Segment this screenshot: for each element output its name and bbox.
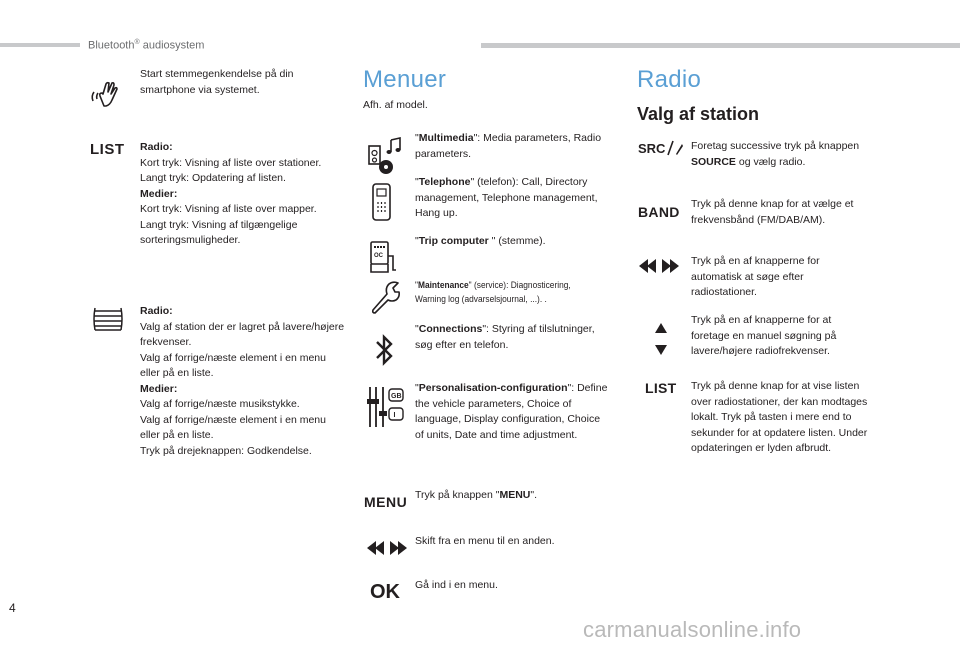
list-radio-short: Kort tryk: Visning af liste over stationer.: [140, 156, 322, 169]
menu-item-desc: (stemme).: [498, 235, 546, 247]
knob-radio-line2: Valg af forrige/næste element i en menu eller på en liste.: [140, 351, 326, 379]
menu-key-name: MENU: [499, 489, 531, 501]
knob-media-line2: Valg af forrige/næste element i en menu eller på en liste.: [140, 413, 326, 441]
header-title: Bluetooth: [88, 39, 135, 52]
menu-item-desc: Media parameters, Radio parameters.: [415, 132, 602, 160]
station-selection-title: Valg af station: [637, 104, 760, 124]
knob-media-line3: Tryk på drejeknappen: Godkendelse.: [140, 444, 312, 457]
quote: ": [415, 132, 419, 144]
list-radio-long: Langt tryk: Opdatering af listen.: [140, 172, 286, 184]
menu-item-desc: Define the vehicle parameters, Choice of language, Display configuration, Choice of units, Date and time adjustment.: [415, 382, 608, 441]
header-bar-left: [0, 43, 80, 47]
menu-item-name: Maintenance: [417, 280, 469, 290]
knob-radio-line1: Valg af station der er lagret på lavere/højere frekvenser.: [140, 320, 345, 348]
src-text-2: og vælg radio.: [735, 155, 806, 168]
header-title-rest: audiosystem: [139, 39, 205, 52]
menu-item-name: Telephone: [418, 176, 471, 188]
menu-item-telephone: [415, 175, 615, 222]
quote: ": [468, 280, 474, 290]
list-key-label: LIST: [90, 141, 125, 158]
list-description: [140, 140, 345, 249]
menus-title: Menuer: [363, 66, 447, 93]
source-key-name: SOURCE: [691, 155, 736, 168]
src-text-1: Foretag successive tryk på knappen: [691, 140, 860, 152]
quote: ": [415, 176, 419, 188]
personalisation-sliders-icon: [366, 385, 406, 429]
menu-key-label: MENU: [364, 494, 408, 510]
registered-mark: ®: [134, 39, 140, 46]
watermark: carmanualsonline.info: [583, 617, 802, 642]
seek-arrows-icon: [638, 258, 680, 274]
menu-key-description: [415, 488, 615, 504]
list-media-long: Langt tryk: Visning af tilgængelige sorteringsmuligheder.: [140, 218, 298, 246]
quote: ":: [473, 132, 484, 144]
menu-key-post: ".: [530, 489, 538, 501]
quote: ": [415, 235, 419, 247]
running-header: [88, 39, 204, 52]
source-key-icon: [638, 140, 684, 156]
quote: ": [488, 235, 499, 247]
quote: ":: [567, 382, 578, 394]
menu-item-desc: (service): Diagnosticering, Warning log (advarselsjournal, ...). .: [415, 280, 571, 304]
ok-key-label: OK: [370, 581, 400, 603]
knob-media-heading: Medier:: [140, 382, 178, 395]
left-right-arrows-icon: [366, 540, 408, 556]
menu-item-trip-computer: [415, 234, 615, 250]
svg-text:GB: GB: [391, 393, 402, 400]
menu-item-connections: [415, 322, 615, 353]
src-key-label: SRC: [638, 141, 666, 156]
seek-description: Tryk på en af knapperne for automatisk at søge efter radiostationer.: [691, 255, 820, 298]
menu-key-pre: Tryk på knappen ": [415, 489, 500, 501]
menus-subtitle: Afh. af model.: [363, 99, 428, 111]
list-media-short: Kort tryk: Visning af liste over mapper.: [140, 203, 317, 215]
radio-list-description: Tryk på denne knap for at vise listen over radiostationer, der kan modtages lokalt. Tryk på tasten i mere end to sekunder for at opdatere listen. Under opdateringen er lyden afbrudt.: [691, 380, 868, 454]
voice-hand-icon: [88, 78, 122, 108]
band-description: Tryk på denne knap for at vælge et frekvensbånd (FM/DAB/AM).: [691, 198, 854, 226]
quote: ": [415, 280, 418, 290]
quote: ": [470, 176, 478, 188]
menu-item-desc: (telefon): Call, Directory management, Telephone management, Hang up.: [415, 176, 598, 219]
svg-text:I: I: [393, 412, 396, 419]
band-key-label: BAND: [638, 204, 680, 220]
voice-description: Start stemmegenkendelse på din smartphone via systemet.: [140, 68, 294, 96]
menu-item-multimedia: [415, 131, 615, 162]
menu-item-personalisation: [415, 381, 610, 443]
radio-title: Radio: [637, 66, 702, 93]
up-down-arrows-icon: [654, 322, 668, 356]
source-description: [691, 139, 891, 170]
bluetooth-icon: [374, 332, 396, 368]
list-radio-heading: Radio:: [140, 141, 173, 153]
menu-item-desc: Styring af tilslutninger, søg efter en telefon.: [415, 323, 595, 351]
arrows-description: Skift fra en menu til en anden.: [415, 535, 555, 547]
knob-media-line1: Valg af forrige/næste musikstykke.: [140, 398, 300, 410]
page-number: 4: [9, 601, 16, 615]
quote: ":: [482, 323, 492, 335]
wrench-icon: [369, 280, 401, 314]
trip-computer-icon: [369, 240, 399, 274]
menu-item-maintenance: [415, 278, 601, 306]
radio-list-key-label: LIST: [645, 380, 677, 396]
list-media-heading: Medier:: [140, 187, 178, 200]
menu-item-name: Personalisation-configuration: [418, 382, 568, 394]
rotary-knob-icon: [91, 305, 125, 333]
knob-description: [140, 304, 345, 459]
quote: ": [415, 323, 419, 335]
knob-radio-heading: Radio:: [140, 305, 173, 317]
trip-icon-text: OC: [374, 253, 383, 259]
telephone-icon: [370, 182, 394, 222]
menu-item-name: Multimedia: [418, 132, 474, 144]
menu-item-name: Trip computer: [418, 235, 489, 247]
menu-item-name: Connections: [418, 323, 483, 335]
updown-description: Tryk på en af knapperne for at foretage en manuel søgning på lavere/højere radiofrekvenser.: [691, 314, 837, 357]
ok-description: Gå ind i en menu.: [415, 579, 498, 591]
header-bar-right: [481, 43, 960, 48]
quote: ": [415, 382, 419, 394]
multimedia-note-icon: [366, 136, 406, 176]
